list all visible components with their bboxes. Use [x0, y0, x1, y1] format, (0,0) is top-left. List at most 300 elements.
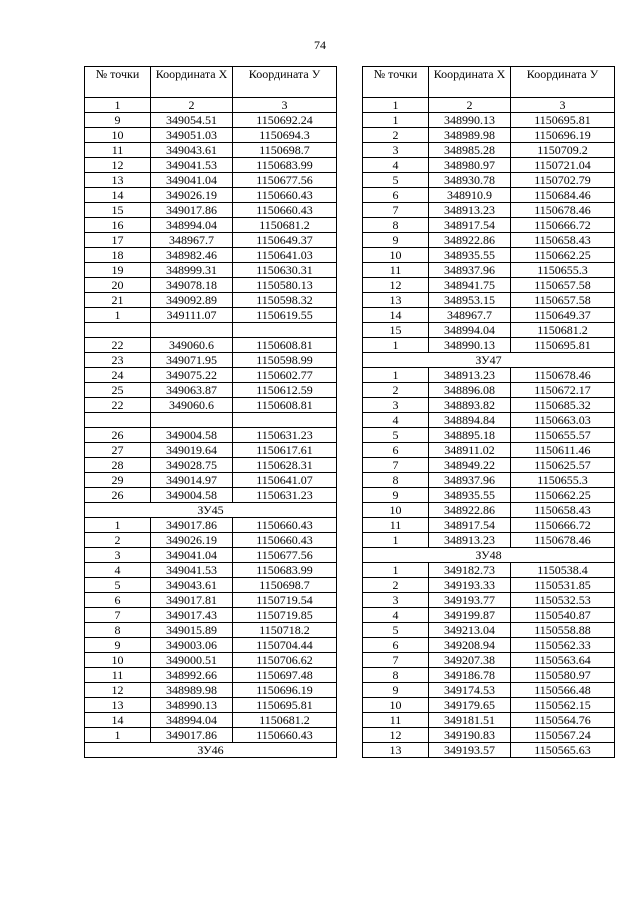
- cell-coordinate-y: 1150666.72: [511, 218, 615, 233]
- cell-coordinate-x: 348941.75: [429, 278, 511, 293]
- table-row: [363, 593, 615, 608]
- cell-point-number: 1: [363, 368, 429, 383]
- table-row: [363, 473, 615, 488]
- cell-coordinate-y: 1150702.79: [511, 173, 615, 188]
- page-number: 74: [314, 38, 326, 52]
- header-row: [85, 67, 337, 98]
- table-row: [85, 278, 337, 293]
- table-row: [85, 113, 337, 128]
- section-title-row: [363, 353, 615, 368]
- cell-coordinate-y: 1150681.2: [511, 323, 615, 338]
- cell-coordinate-x: 348917.54: [429, 518, 511, 533]
- cell-point-number: 23: [85, 353, 151, 368]
- cell-coordinate-x: 349015.89: [151, 623, 233, 638]
- table-row: [85, 98, 337, 113]
- cell-point-number: 14: [85, 188, 151, 203]
- table-row: [363, 563, 615, 578]
- cell-point-number: 8: [85, 623, 151, 638]
- cell-coordinate-x: 349041.53: [151, 158, 233, 173]
- cell-coordinate-x: 348967.7: [151, 233, 233, 248]
- cell-coordinate-y: 1150655.3: [511, 263, 615, 278]
- table-row: [85, 203, 337, 218]
- table-row: [363, 683, 615, 698]
- cell-point-number: 10: [363, 248, 429, 263]
- cell-coordinate-y: 1150580.97: [511, 668, 615, 683]
- table-row: [85, 293, 337, 308]
- cell-coordinate-x: 349193.77: [429, 593, 511, 608]
- cell-coordinate-x: 349028.75: [151, 458, 233, 473]
- table-row: [85, 623, 337, 638]
- cell-coordinate-y: 1150694.3: [233, 128, 337, 143]
- table-row: [85, 518, 337, 533]
- cell-coordinate-y: 1150657.58: [511, 293, 615, 308]
- table-row: [363, 398, 615, 413]
- cell-coordinate-y: 1150696.19: [233, 683, 337, 698]
- cell-coordinate-y: 1150719.85: [233, 608, 337, 623]
- cell-coordinate-x: 348917.54: [429, 218, 511, 233]
- cell-point-number: 26: [85, 488, 151, 503]
- cell-coordinate-x: 348949.22: [429, 458, 511, 473]
- cell-point-number: 9: [363, 233, 429, 248]
- cell-coordinate-x: 348922.86: [429, 233, 511, 248]
- cell-coordinate-x: 348967.7: [429, 308, 511, 323]
- table-row: [85, 488, 337, 503]
- section-title: ЗУ46: [85, 743, 337, 758]
- cell-point-number: 10: [85, 653, 151, 668]
- table-row: [85, 458, 337, 473]
- table-row: [85, 548, 337, 563]
- cell-coordinate-x: 349071.95: [151, 353, 233, 368]
- cell-point-number: 10: [85, 128, 151, 143]
- cell-coordinate-y: 3: [511, 98, 615, 113]
- cell-coordinate-y: 1150663.03: [511, 413, 615, 428]
- table-row: [85, 533, 337, 548]
- cell-coordinate-y: 1150657.58: [511, 278, 615, 293]
- table-row: [85, 218, 337, 233]
- table-row: [363, 443, 615, 458]
- cell-coordinate-y: 1150631.23: [233, 428, 337, 443]
- cell-coordinate-x: 349179.65: [429, 698, 511, 713]
- cell-coordinate-y: 1150698.7: [233, 143, 337, 158]
- cell-point-number: 8: [363, 668, 429, 683]
- cell-coordinate-x: 348989.98: [151, 683, 233, 698]
- cell-coordinate-x: 348982.46: [151, 248, 233, 263]
- cell-coordinate-y: 1150695.81: [511, 113, 615, 128]
- cell-point-number: 2: [85, 533, 151, 548]
- cell-point-number: 14: [363, 308, 429, 323]
- cell-point-number: 7: [363, 458, 429, 473]
- table-row: [85, 413, 337, 428]
- cell-coordinate-x: 348922.86: [429, 503, 511, 518]
- header-point-number: № точки: [85, 67, 151, 98]
- cell-coordinate-y: [233, 413, 337, 428]
- cell-coordinate-y: 1150580.13: [233, 278, 337, 293]
- table-row: [363, 218, 615, 233]
- cell-coordinate-x: 349017.43: [151, 608, 233, 623]
- cell-coordinate-x: 349004.58: [151, 488, 233, 503]
- cell-coordinate-y: 1150697.48: [233, 668, 337, 683]
- table-row: [363, 488, 615, 503]
- table-row: [363, 338, 615, 353]
- cell-coordinate-x: 348999.31: [151, 263, 233, 278]
- cell-point-number: 4: [363, 413, 429, 428]
- cell-point-number: 12: [85, 683, 151, 698]
- cell-point-number: 17: [85, 233, 151, 248]
- cell-coordinate-y: 1150677.56: [233, 548, 337, 563]
- cell-point-number: 2: [363, 383, 429, 398]
- cell-coordinate-y: 1150563.64: [511, 653, 615, 668]
- table-row: [363, 368, 615, 383]
- table-row: [363, 728, 615, 743]
- cell-coordinate-x: 349207.38: [429, 653, 511, 668]
- cell-point-number: 9: [85, 638, 151, 653]
- cell-point-number: 16: [85, 218, 151, 233]
- cell-point-number: 3: [85, 548, 151, 563]
- table-row: [85, 128, 337, 143]
- cell-coordinate-x: 348990.13: [429, 338, 511, 353]
- cell-coordinate-x: 349017.86: [151, 518, 233, 533]
- cell-coordinate-y: 1150662.25: [511, 248, 615, 263]
- cell-coordinate-x: [151, 323, 233, 338]
- table-row: [363, 578, 615, 593]
- cell-coordinate-y: 1150660.43: [233, 533, 337, 548]
- cell-coordinate-x: 349026.19: [151, 188, 233, 203]
- cell-point-number: 25: [85, 383, 151, 398]
- cell-point-number: 19: [85, 263, 151, 278]
- cell-point-number: 11: [85, 143, 151, 158]
- cell-coordinate-y: 1150598.32: [233, 293, 337, 308]
- cell-coordinate-y: 1150566.48: [511, 683, 615, 698]
- cell-point-number: 7: [363, 203, 429, 218]
- cell-coordinate-x: 348894.84: [429, 413, 511, 428]
- cell-point-number: 21: [85, 293, 151, 308]
- table-row: [363, 638, 615, 653]
- cell-coordinate-x: 348893.82: [429, 398, 511, 413]
- cell-coordinate-x: 348895.18: [429, 428, 511, 443]
- cell-coordinate-x: 349054.51: [151, 113, 233, 128]
- table-row: [85, 683, 337, 698]
- cell-point-number: [85, 413, 151, 428]
- cell-coordinate-x: 348980.97: [429, 158, 511, 173]
- cell-point-number: 27: [85, 443, 151, 458]
- cell-coordinate-x: 348930.78: [429, 173, 511, 188]
- table-row: [85, 263, 337, 278]
- cell-coordinate-y: 1150709.2: [511, 143, 615, 158]
- table-row: [85, 158, 337, 173]
- cell-coordinate-x: 349043.61: [151, 143, 233, 158]
- table-row: [85, 593, 337, 608]
- cell-coordinate-y: 1150681.2: [233, 218, 337, 233]
- table-row: [85, 728, 337, 743]
- table-row: [363, 743, 615, 758]
- cell-point-number: 15: [363, 323, 429, 338]
- cell-point-number: 13: [363, 293, 429, 308]
- cell-point-number: 20: [85, 278, 151, 293]
- cell-coordinate-y: 1150558.88: [511, 623, 615, 638]
- cell-coordinate-y: 1150660.43: [233, 203, 337, 218]
- cell-coordinate-y: 1150612.59: [233, 383, 337, 398]
- cell-coordinate-y: 1150692.24: [233, 113, 337, 128]
- cell-coordinate-y: 1150649.37: [511, 308, 615, 323]
- cell-point-number: 13: [363, 743, 429, 758]
- table-row: [85, 608, 337, 623]
- cell-point-number: 5: [85, 578, 151, 593]
- cell-coordinate-y: 1150721.04: [511, 158, 615, 173]
- cell-coordinate-x: 348935.55: [429, 248, 511, 263]
- table-row: [85, 248, 337, 263]
- table-row: [363, 533, 615, 548]
- table-row: [363, 143, 615, 158]
- table-row: [85, 473, 337, 488]
- cell-coordinate-x: 349208.94: [429, 638, 511, 653]
- table-row: [363, 503, 615, 518]
- cell-coordinate-y: 1150658.43: [511, 233, 615, 248]
- cell-coordinate-x: 349181.51: [429, 713, 511, 728]
- table-row: [363, 383, 615, 398]
- table-row: [363, 173, 615, 188]
- table-row: [85, 398, 337, 413]
- cell-coordinate-x: 348994.04: [151, 713, 233, 728]
- table-row: [363, 623, 615, 638]
- cell-coordinate-x: 349190.83: [429, 728, 511, 743]
- table-row: [363, 233, 615, 248]
- cell-coordinate-y: 1150567.24: [511, 728, 615, 743]
- cell-coordinate-y: 1150685.32: [511, 398, 615, 413]
- cell-coordinate-y: 1150677.56: [233, 173, 337, 188]
- cell-point-number: 1: [85, 518, 151, 533]
- cell-coordinate-x: 349186.78: [429, 668, 511, 683]
- section-title: ЗУ47: [363, 353, 615, 368]
- cell-point-number: 18: [85, 248, 151, 263]
- cell-coordinate-x: 349041.04: [151, 548, 233, 563]
- cell-coordinate-y: 1150598.99: [233, 353, 337, 368]
- table-row: [363, 518, 615, 533]
- cell-coordinate-y: 1150672.17: [511, 383, 615, 398]
- table-row: [85, 698, 337, 713]
- table-row: [85, 578, 337, 593]
- cell-coordinate-y: 1150695.81: [511, 338, 615, 353]
- cell-coordinate-x: 348953.15: [429, 293, 511, 308]
- section-title-row: [363, 548, 615, 563]
- cell-coordinate-y: 1150649.37: [233, 233, 337, 248]
- cell-coordinate-x: 349199.87: [429, 608, 511, 623]
- table-row: [85, 383, 337, 398]
- cell-coordinate-y: 1150532.53: [511, 593, 615, 608]
- cell-point-number: 28: [85, 458, 151, 473]
- cell-point-number: 4: [363, 608, 429, 623]
- cell-coordinate-y: 1150531.85: [511, 578, 615, 593]
- cell-coordinate-y: 1150602.77: [233, 368, 337, 383]
- table-row: [363, 113, 615, 128]
- cell-coordinate-y: 1150662.25: [511, 488, 615, 503]
- cell-coordinate-y: 1150698.7: [233, 578, 337, 593]
- table-row: [363, 308, 615, 323]
- cell-point-number: 2: [363, 128, 429, 143]
- coordinates-table-right: [362, 66, 615, 758]
- cell-coordinate-x: 349003.06: [151, 638, 233, 653]
- cell-coordinate-y: 1150641.03: [233, 248, 337, 263]
- table-row: [85, 713, 337, 728]
- cell-point-number: 1: [363, 338, 429, 353]
- cell-coordinate-y: 1150658.43: [511, 503, 615, 518]
- cell-point-number: 6: [363, 443, 429, 458]
- cell-point-number: 11: [363, 713, 429, 728]
- table-row: [363, 158, 615, 173]
- cell-coordinate-x: 2: [429, 98, 511, 113]
- table-row: [363, 323, 615, 338]
- cell-coordinate-y: 1150564.76: [511, 713, 615, 728]
- table-row: [85, 143, 337, 158]
- cell-point-number: 22: [85, 398, 151, 413]
- cell-coordinate-x: 349017.81: [151, 593, 233, 608]
- cell-coordinate-x: [151, 413, 233, 428]
- section-title-row: [85, 743, 337, 758]
- table-row: [85, 173, 337, 188]
- cell-point-number: 6: [363, 638, 429, 653]
- cell-coordinate-x: 349182.73: [429, 563, 511, 578]
- cell-coordinate-x: 349014.97: [151, 473, 233, 488]
- cell-coordinate-x: 349213.04: [429, 623, 511, 638]
- cell-coordinate-x: 349060.6: [151, 398, 233, 413]
- cell-coordinate-y: 1150683.99: [233, 158, 337, 173]
- cell-coordinate-y: 1150655.57: [511, 428, 615, 443]
- cell-coordinate-y: 1150683.99: [233, 563, 337, 578]
- cell-point-number: 3: [363, 593, 429, 608]
- table-row: [363, 278, 615, 293]
- cell-point-number: 29: [85, 473, 151, 488]
- table-row: [85, 233, 337, 248]
- table-row: [363, 713, 615, 728]
- cell-coordinate-y: 1150660.43: [233, 188, 337, 203]
- header-point-number: № точки: [363, 67, 429, 98]
- cell-point-number: 1: [363, 113, 429, 128]
- table-row: [363, 608, 615, 623]
- cell-point-number: 3: [363, 143, 429, 158]
- cell-coordinate-y: 1150706.62: [233, 653, 337, 668]
- section-title-row: [85, 503, 337, 518]
- header-coordinate-x: Координата Х: [429, 67, 511, 98]
- cell-coordinate-x: 348992.66: [151, 668, 233, 683]
- cell-coordinate-x: 349193.57: [429, 743, 511, 758]
- cell-coordinate-x: 349000.51: [151, 653, 233, 668]
- table-row: [363, 188, 615, 203]
- cell-point-number: 3: [363, 398, 429, 413]
- cell-point-number: 12: [85, 158, 151, 173]
- cell-coordinate-y: 1150565.63: [511, 743, 615, 758]
- header-coordinate-x: Координата Х: [151, 67, 233, 98]
- cell-coordinate-x: 348911.02: [429, 443, 511, 458]
- cell-point-number: 7: [363, 653, 429, 668]
- cell-point-number: 1: [85, 728, 151, 743]
- cell-coordinate-x: 348937.96: [429, 473, 511, 488]
- cell-point-number: 22: [85, 338, 151, 353]
- cell-point-number: 1: [85, 308, 151, 323]
- cell-coordinate-x: 348985.28: [429, 143, 511, 158]
- cell-point-number: 15: [85, 203, 151, 218]
- table-row: [363, 248, 615, 263]
- cell-coordinate-y: 1150696.19: [511, 128, 615, 143]
- cell-coordinate-x: 348935.55: [429, 488, 511, 503]
- cell-coordinate-y: 1150617.61: [233, 443, 337, 458]
- cell-coordinate-x: 349026.19: [151, 533, 233, 548]
- cell-point-number: 9: [363, 488, 429, 503]
- table-row: [85, 308, 337, 323]
- cell-point-number: 12: [363, 278, 429, 293]
- cell-coordinate-x: 349060.6: [151, 338, 233, 353]
- cell-point-number: 1: [363, 533, 429, 548]
- cell-point-number: 4: [363, 158, 429, 173]
- cell-coordinate-x: 348989.98: [429, 128, 511, 143]
- cell-coordinate-x: 348896.08: [429, 383, 511, 398]
- cell-point-number: 9: [85, 113, 151, 128]
- cell-coordinate-y: 1150611.46: [511, 443, 615, 458]
- cell-coordinate-y: 1150678.46: [511, 203, 615, 218]
- table-row: [363, 203, 615, 218]
- cell-coordinate-x: 349075.22: [151, 368, 233, 383]
- cell-coordinate-y: 1150681.2: [233, 713, 337, 728]
- cell-coordinate-x: 349063.87: [151, 383, 233, 398]
- cell-point-number: 12: [363, 728, 429, 743]
- cell-coordinate-x: 349078.18: [151, 278, 233, 293]
- cell-coordinate-y: 1150660.43: [233, 728, 337, 743]
- cell-point-number: 7: [85, 608, 151, 623]
- cell-point-number: 14: [85, 713, 151, 728]
- table-row: [85, 443, 337, 458]
- cell-point-number: 5: [363, 428, 429, 443]
- cell-point-number: 26: [85, 428, 151, 443]
- cell-coordinate-x: 349193.33: [429, 578, 511, 593]
- table-row: [85, 188, 337, 203]
- cell-coordinate-y: 1150608.81: [233, 398, 337, 413]
- table-row: [85, 668, 337, 683]
- section-title: ЗУ45: [85, 503, 337, 518]
- cell-coordinate-x: 2: [151, 98, 233, 113]
- cell-point-number: 4: [85, 563, 151, 578]
- cell-point-number: 1: [363, 98, 429, 113]
- header-row: [363, 67, 615, 98]
- cell-coordinate-y: 1150562.33: [511, 638, 615, 653]
- cell-coordinate-y: 1150630.31: [233, 263, 337, 278]
- cell-coordinate-x: 349041.53: [151, 563, 233, 578]
- cell-coordinate-y: 1150718.2: [233, 623, 337, 638]
- cell-coordinate-x: 348990.13: [429, 113, 511, 128]
- cell-point-number: 6: [363, 188, 429, 203]
- cell-coordinate-x: 348913.23: [429, 368, 511, 383]
- cell-coordinate-x: 349019.64: [151, 443, 233, 458]
- cell-point-number: 5: [363, 623, 429, 638]
- cell-coordinate-x: 348910.9: [429, 188, 511, 203]
- cell-point-number: 6: [85, 593, 151, 608]
- cell-point-number: 10: [363, 503, 429, 518]
- table-row: [363, 428, 615, 443]
- cell-coordinate-x: 348937.96: [429, 263, 511, 278]
- cell-coordinate-x: 349051.03: [151, 128, 233, 143]
- table-row: [363, 293, 615, 308]
- cell-coordinate-y: 1150619.55: [233, 308, 337, 323]
- cell-point-number: 1: [85, 98, 151, 113]
- cell-coordinate-x: 349017.86: [151, 728, 233, 743]
- cell-coordinate-x: 349017.86: [151, 203, 233, 218]
- table-row: [85, 338, 337, 353]
- cell-coordinate-y: 1150660.43: [233, 518, 337, 533]
- cell-point-number: 5: [363, 173, 429, 188]
- cell-coordinate-x: 348990.13: [151, 698, 233, 713]
- cell-point-number: 8: [363, 473, 429, 488]
- cell-coordinate-x: 348913.23: [429, 533, 511, 548]
- table-row: [363, 413, 615, 428]
- cell-coordinate-y: 1150631.23: [233, 488, 337, 503]
- cell-coordinate-y: 1150562.15: [511, 698, 615, 713]
